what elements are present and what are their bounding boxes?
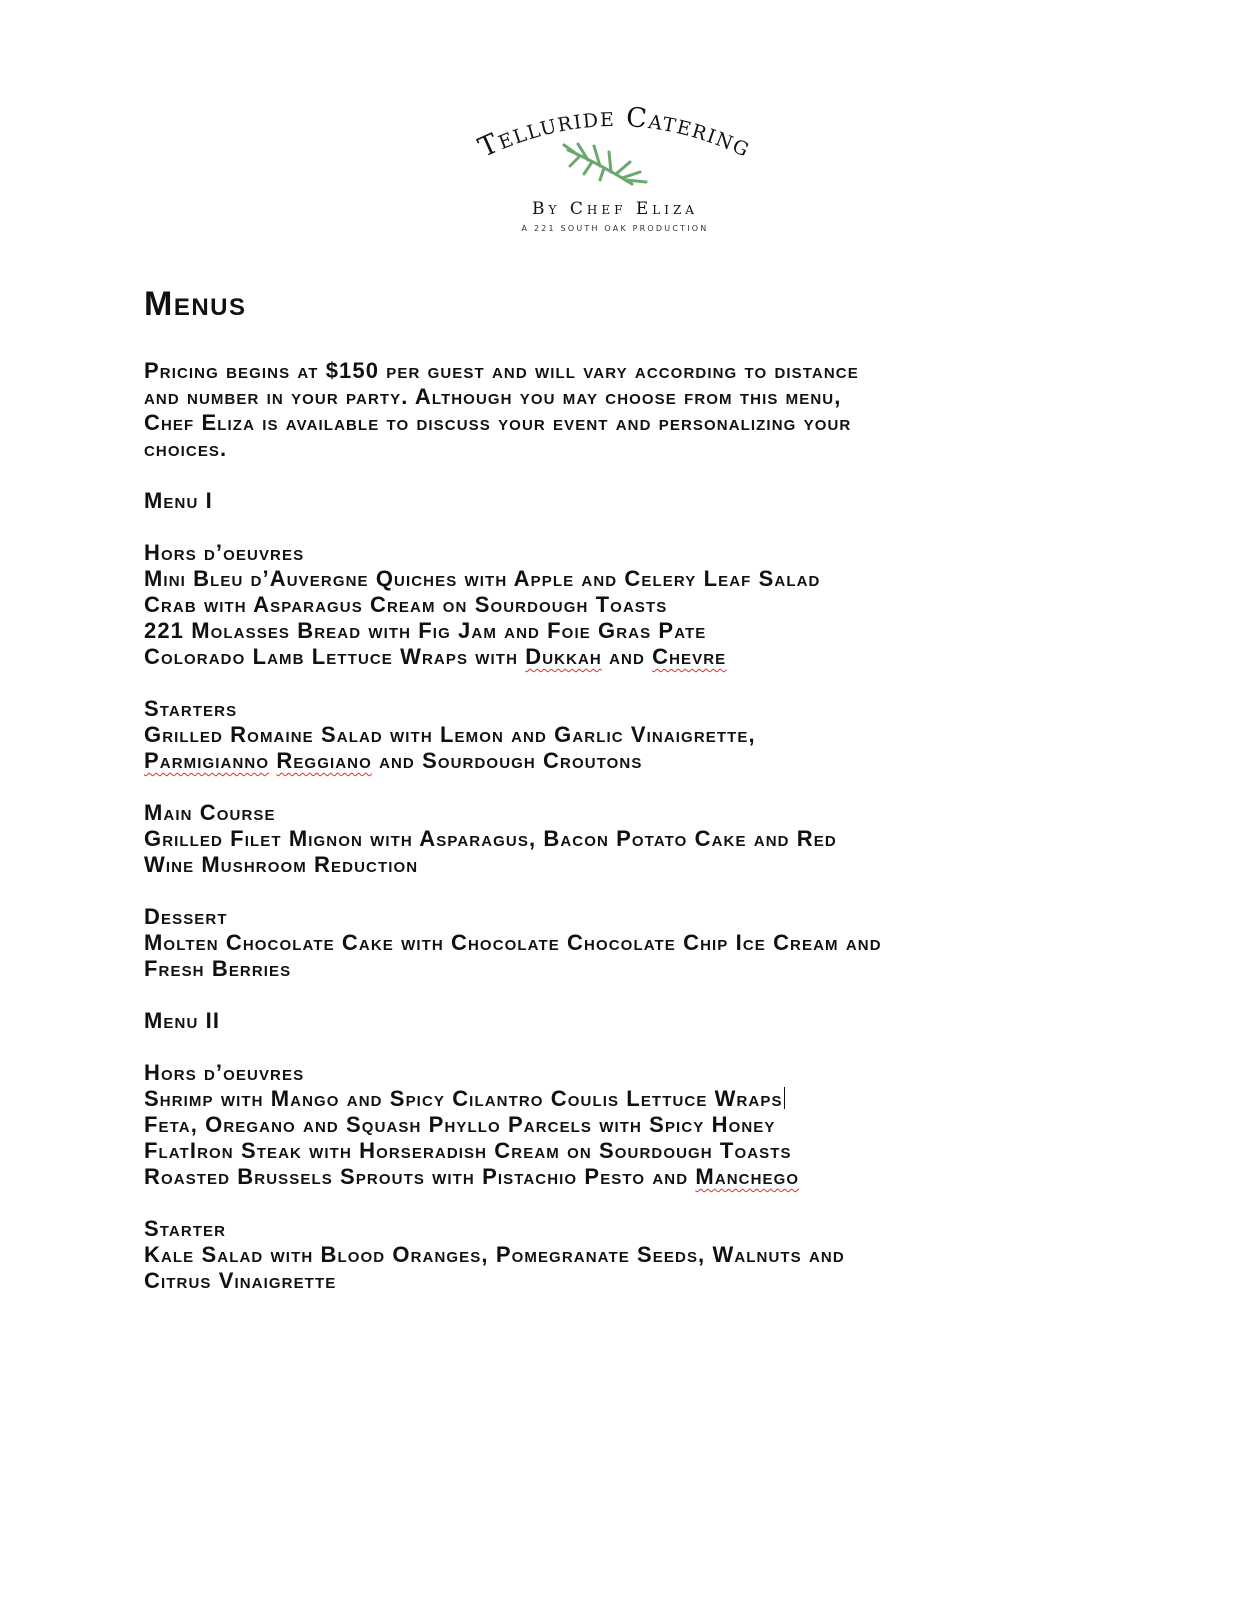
logo-by-line: By Chef Eliza <box>532 199 698 219</box>
menu-item: Feta, Oregano and Squash Phyllo Parcels with Spicy Honey <box>144 1112 776 1137</box>
menu-item: Kale Salad with Blood Oranges, Pomegranate Seeds, Walnuts and <box>144 1242 845 1267</box>
section-heading: Hors d’oeuvres <box>144 540 305 565</box>
menu-item: Crab with Asparagus Cream on Sourdough Toasts <box>144 592 668 617</box>
menu-1-main-course <box>144 800 1104 878</box>
intro-line: Pricing begins at $150 per guest and will vary according to distance <box>144 358 859 383</box>
menu-item: Wine Mushroom Reduction <box>144 852 419 877</box>
logo-name: Telluride Catering <box>473 101 757 164</box>
intro-line: choices. <box>144 436 228 461</box>
menu-item: Parmigianno Reggiano and Sourdough Croutons <box>144 748 643 773</box>
menu-2-starter <box>144 1216 1104 1294</box>
section-heading: Starters <box>144 696 238 721</box>
menu-2-title: Menu II <box>144 1008 221 1033</box>
logo-tagline: A 221 South Oak Production <box>521 224 709 233</box>
rosemary-sprig-icon <box>564 144 646 184</box>
menu-document <box>144 284 1104 1320</box>
page-title: Menus <box>144 285 247 323</box>
menu-1-dessert <box>144 904 1104 982</box>
intro-line: and number in your party. Although you may choose from this menu, <box>144 384 842 409</box>
intro-paragraph <box>144 358 1104 462</box>
menu-item: Grilled Filet Mignon with Asparagus, Bacon Potato Cake and Red <box>144 826 837 851</box>
misspelled-word[interactable]: Parmigianno <box>144 748 270 773</box>
section-heading: Dessert <box>144 904 228 929</box>
menu-item: Shrimp with Mango and Spicy Cilantro Coulis Lettuce Wraps <box>144 1086 783 1111</box>
menu-item: 221 Molasses Bread with Fig Jam and Foie Gras Pate <box>144 618 707 643</box>
section-heading: Hors d’oeuvres <box>144 1060 305 1085</box>
misspelled-word[interactable]: Reggiano <box>276 748 372 773</box>
intro-line: Chef Eliza is available to discuss your event and personalizing your <box>144 410 852 435</box>
text-cursor <box>784 1087 785 1109</box>
menu-item: Fresh Berries <box>144 956 292 981</box>
misspelled-word[interactable]: Chevre <box>652 644 727 669</box>
menu-item: Mini Bleu d’Auvergne Quiches with Apple and Celery Leaf Salad <box>144 566 821 591</box>
section-heading: Starter <box>144 1216 227 1241</box>
menu-1-hors-doeuvres <box>144 540 1104 670</box>
menu-item: Colorado Lamb Lettuce Wraps with Dukkah and Chevre <box>144 644 727 669</box>
menu-item: FlatIron Steak with Horseradish Cream on Sourdough Toasts <box>144 1138 792 1163</box>
menu-item: Grilled Romaine Salad with Lemon and Garlic Vinaigrette, <box>144 722 756 747</box>
menu-1-title: Menu I <box>144 488 213 513</box>
menu-1-starters <box>144 696 1104 774</box>
section-heading: Main Course <box>144 800 276 825</box>
menu-item: Citrus Vinaigrette <box>144 1268 337 1293</box>
misspelled-word[interactable]: Manchego <box>695 1164 800 1189</box>
menu-item: Roasted Brussels Sprouts with Pistachio Pesto and Manchego <box>144 1164 800 1189</box>
misspelled-word[interactable]: Dukkah <box>525 644 602 669</box>
company-logo <box>450 92 780 242</box>
menu-2-hors-doeuvres <box>144 1060 1104 1190</box>
menu-item: Molten Chocolate Cake with Chocolate Chocolate Chip Ice Cream and <box>144 930 882 955</box>
